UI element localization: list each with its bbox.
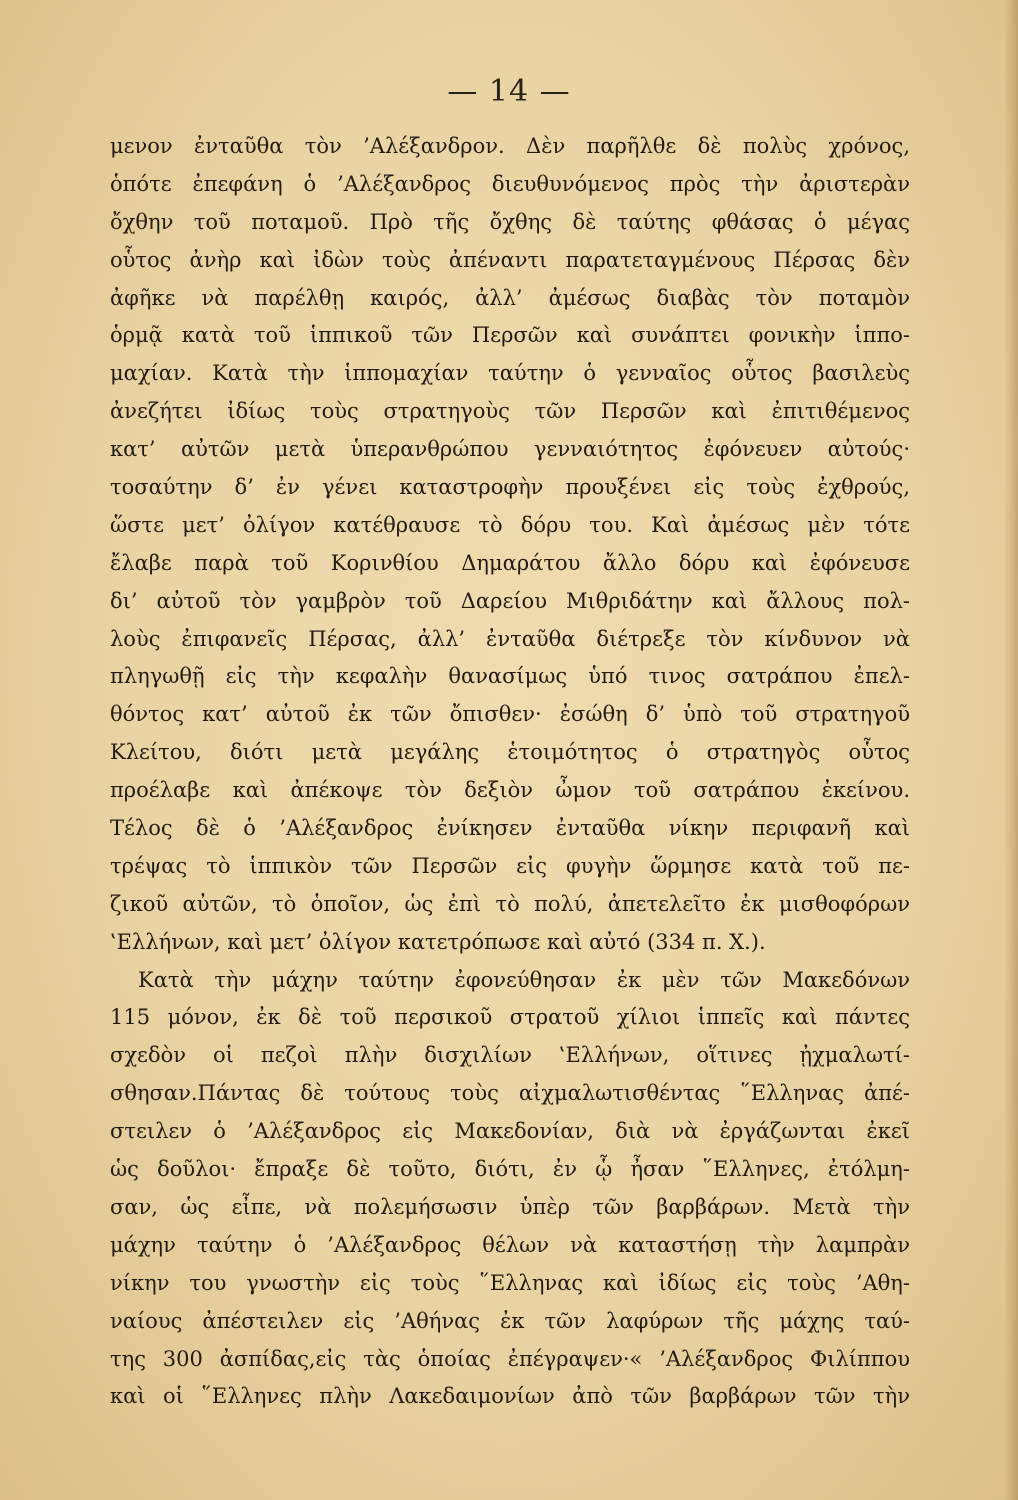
text-line: μενον ἐνταῦθα τὸν ’Αλέξανδρον. Δὲν παρῆλθε δὲ πολὺς χρόνος, (110, 134, 910, 158)
text-line: σθησαν.Πάντας δὲ τούτους τοὺς αἰχμαλωτισθέντας ῞Ελληνας ἀπέ- (110, 1081, 910, 1106)
page-number: — 14 — (447, 74, 571, 109)
text-line: τοσαύτην δ’ ἐν γένει καταστροφὴν προυξένει εἰς τοὺς ἐχθρούς, (110, 475, 910, 500)
text-line: ὡς δοῦλοι· ἔπραξε δὲ τοῦτο, διότι, ἐν ᾧ ἦσαν ῞Ελληνες, ἐτόλμη- (110, 1157, 910, 1182)
text-line: νίκην του γνωστὴν εἰς τοὺς ῞Ελληνας καὶ ἰδίως εἰς τοὺς ’Αθη- (110, 1270, 910, 1295)
text-line: δι’ αὐτοῦ τὸν γαμβρὸν τοῦ Δαρείου Μιθριδάτην καὶ ἄλλους πολ- (110, 588, 910, 613)
text-line: σχεδὸν οἱ πεζοὶ πλὴν δισχιλίων ‛Ελλήνων, οἵτινες ᾐχμαλωτί- (110, 1043, 910, 1068)
text-line: ἀνεζήτει ἰδίως τοὺς στρατηγοὺς τῶν Περσῶν καὶ ἐπιτιθέμενος (110, 399, 910, 424)
body-text (110, 128, 910, 1416)
text-line: στειλεν ὁ ’Αλέξανδρος εἰς Μακεδονίαν, διὰ νὰ ἐργάζωνται ἐκεῖ (110, 1119, 910, 1144)
text-line: κατ’ αὐτῶν μετὰ ὑπερανθρώπου γενναιότητος ἐφόνευεν αὐτούς· (110, 437, 910, 462)
text-line: ὁρμᾷ κατὰ τοῦ ἱππικοῦ τῶν Περσῶν καὶ συνάπτει φονικὴν ἱππο- (110, 323, 910, 348)
page-edge-shadow (1004, 0, 1018, 1500)
text-line: ‛Ελλήνων, καὶ μετ’ ὀλίγον κατετρόπωσε καὶ αὐτό (334 π. Χ.). (110, 929, 766, 954)
text-line: ζικοῦ αὐτῶν, τὸ ὁποῖον, ὡς ἐπὶ τὸ πολύ, ἀπετελεῖτο ἐκ μισθοφόρων (110, 891, 910, 916)
text-line: οὗτος ἀνὴρ καὶ ἰδὼν τοὺς ἀπέναντι παρατεταγμένους Πέρσας δὲν (110, 247, 910, 272)
text-line: μαχίαν. Κατὰ τὴν ἱππομαχίαν ταύτην ὁ γενναῖος οὗτος βασιλεὺς (110, 361, 910, 386)
text-line: Κλείτου, διότι μετὰ μεγάλης ἑτοιμότητος ὁ στρατηγὸς οὗτος (110, 740, 910, 765)
text-line: 115 μόνον, ἐκ δὲ τοῦ περσικοῦ στρατοῦ χίλιοι ἱππεῖς καὶ πάντες (110, 1005, 910, 1030)
text-line: μάχην ταύτην ὁ ’Αλέξανδρος θέλων νὰ καταστήσῃ τὴν λαμπρὰν (110, 1232, 910, 1257)
text-line: ἔλαβε παρὰ τοῦ Κορινθίου Δημαράτου ἄλλο δόρυ καὶ ἐφόνευσε (110, 550, 910, 575)
text-line: τρέψας τὸ ἱππικὸν τῶν Περσῶν εἰς φυγὴν ὥρμησε κατὰ τοῦ πε- (110, 853, 910, 878)
text-line: της 300 ἀσπίδας,εἰς τὰς ὁποίας ἐπέγραψεν·« ’Αλέξανδρος Φιλίππου (110, 1346, 910, 1371)
text-line: ναίους ἀπέστειλεν εἰς ’Αθήνας ἐκ τῶν λαφύρων τῆς μάχης ταύ- (110, 1308, 910, 1333)
text-line: πληγωθῇ εἰς τὴν κεφαλὴν θανασίμως ὑπό τινος σατράπου ἐπελ- (110, 664, 910, 689)
text-line: καὶ οἱ ῞Ελληνες πλὴν Λακεδαιμονίων ἀπὸ τῶν βαρβάρων τῶν τὴν (110, 1384, 910, 1409)
text-line: σαν, ὡς εἶπε, νὰ πολεμήσωσιν ὑπὲρ τῶν βαρβάρων. Μετὰ τὴν (110, 1194, 910, 1219)
text-line: Τέλος δὲ ὁ ’Αλέξανδρος ἐνίκησεν ἐνταῦθα νίκην περιφανῆ καὶ (110, 816, 910, 841)
text-line: Κατὰ τὴν μάχην ταύτην ἐφονεύθησαν ἐκ μὲν τῶν Μακεδόνων (138, 967, 910, 992)
text-line: ὁπότε ἐπεφάνη ὁ ’Αλέξανδρος διευθυνόμενος πρὸς τὴν ἀριστερὰν (110, 171, 910, 196)
text-line: ὄχθην τοῦ ποταμοῦ. Πρὸ τῆς ὄχθης δὲ ταύτης φθάσας ὁ μέγας (110, 209, 910, 234)
text-line: θόντος κατ’ αὐτοῦ ἐκ τῶν ὄπισθεν· ἐσώθη δ’ ὑπὸ τοῦ στρατηγοῦ (110, 702, 910, 727)
text-line: προέλαβε καὶ ἀπέκοψε τὸν δεξιὸν ὦμον τοῦ σατράπου ἐκείνου. (110, 778, 910, 803)
text-line: λοὺς ἐπιφανεῖς Πέρσας, ἀλλ’ ἐνταῦθα διέτρεξε τὸν κίνδυνον νὰ (110, 626, 910, 651)
text-line: ὥστε μετ’ ὀλίγον κατέθραυσε τὸ δόρυ του. Καὶ ἀμέσως μὲν τότε (110, 512, 910, 537)
text-line: ἀφῆκε νὰ παρέλθῃ καιρός, ἀλλ’ ἀμέσως διαβὰς τὸν ποταμὸν (110, 285, 910, 310)
